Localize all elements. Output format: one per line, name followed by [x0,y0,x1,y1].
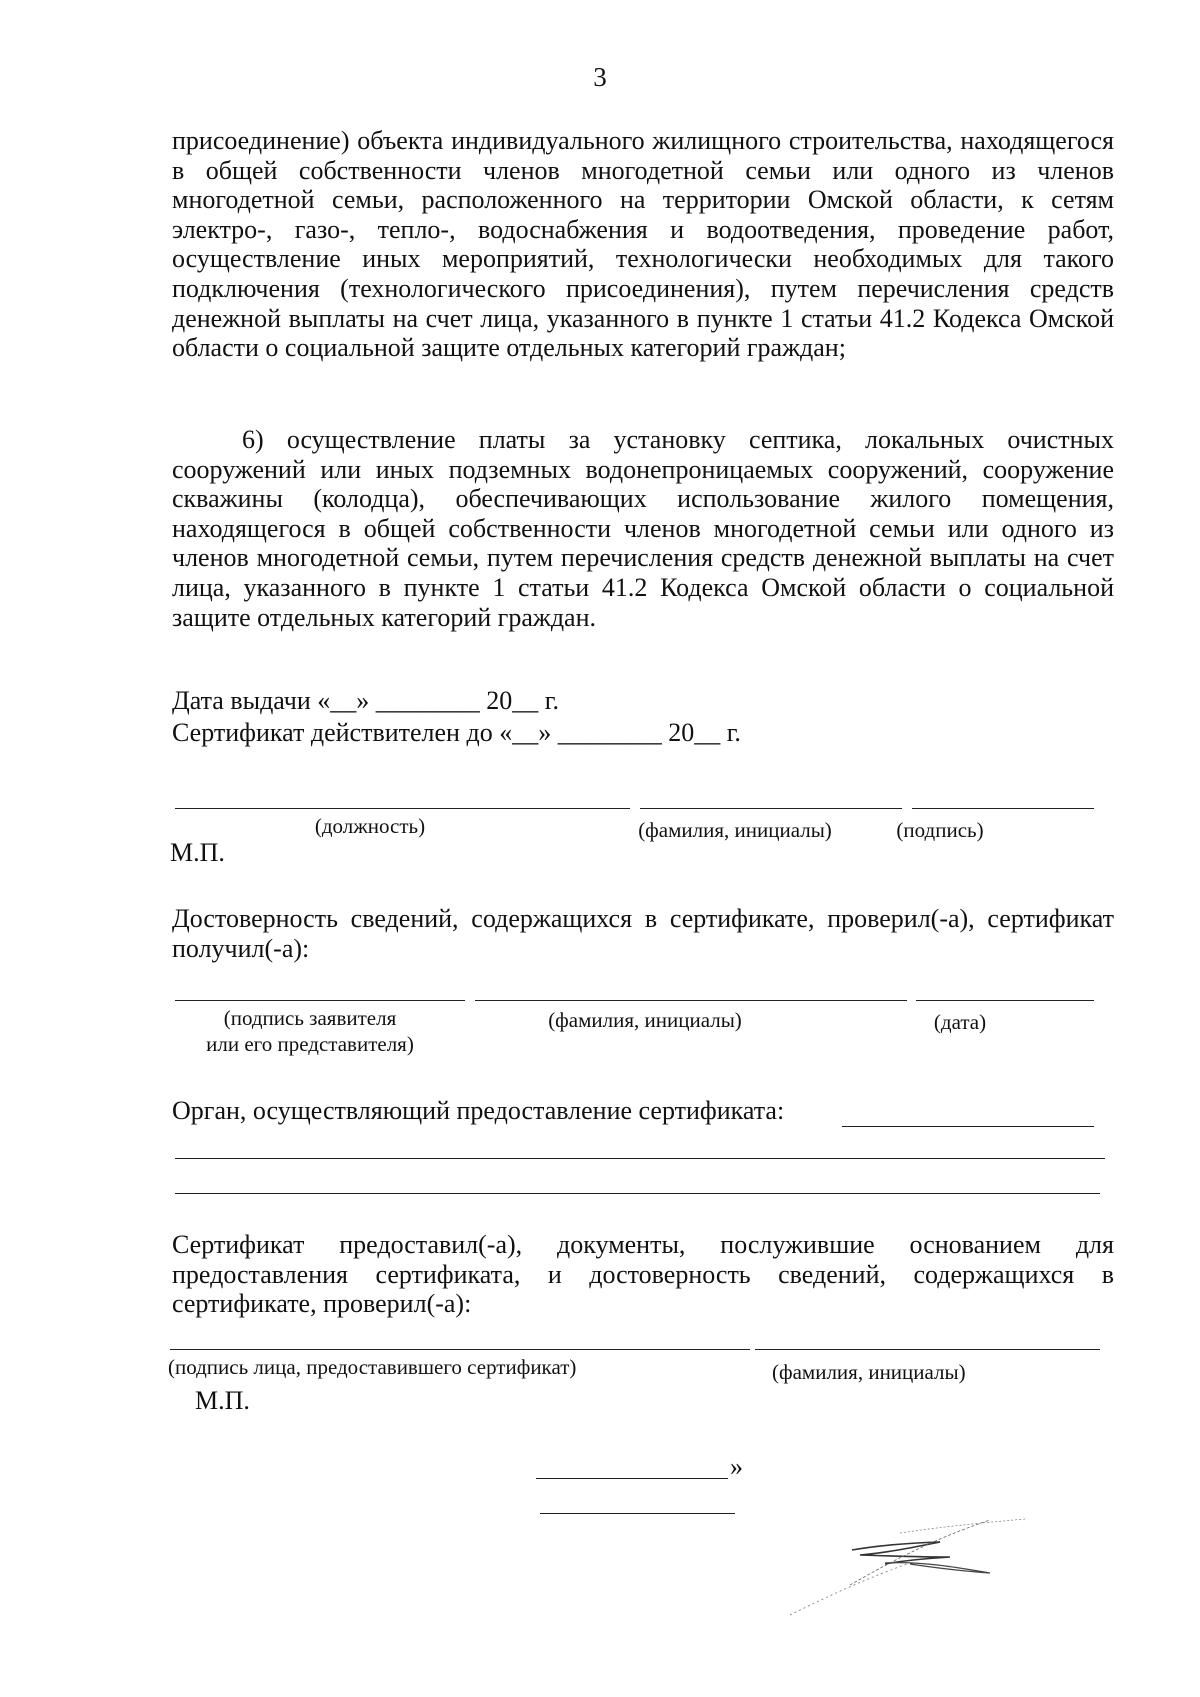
verification-text: Достоверность сведений, содержащихся в сертификате, проверил(-а), сертификат получил(-а): [172,904,1114,963]
applicant-caption-1: (подпись заявителя [223,1006,397,1030]
applicant-signature-line [175,1000,465,1001]
provider-stamp-mark: М.П. [195,1386,250,1415]
applicant-name-line [475,1000,907,1001]
closing-line-1 [536,1478,728,1479]
closing-line-2 [540,1513,735,1514]
signature-line [912,808,1094,809]
name-line [640,808,902,809]
handwritten-signature [790,1515,1030,1625]
signature-caption: (подпись) [896,818,984,842]
position-caption: (должность) [314,814,426,838]
provider-signature-caption: (подпись лица, предоставившего сертификат) [168,1355,577,1379]
paragraph-continuation: присоединение) объекта индивидуального жилищного строительства, находящегося в общей собственности членов многодетной семьи или одного из членов многодетной семьи, расположенного на территории Омской области, к сетям электро-, газо-, тепло-, водоснабжения и водоотведения, проведение работ, осуществление иных мероприятий, технологически необходимых для такого подключения (технологического присоединения), путем перечисления средств денежной выплаты на счет лица, указанного в пункте 1 статьи 41.2 Кодекса Омской области о социальной защите отдельных категорий граждан; [172,126,1114,363]
authority-line-2 [175,1158,1105,1159]
date-line [916,1000,1094,1001]
provider-signature-line [170,1349,750,1350]
authority-line-1 [842,1126,1094,1127]
authority-line-3 [175,1193,1100,1194]
closing-quote: » [730,1452,743,1481]
applicant-name-caption: (фамилия, инициалы) [548,1008,742,1032]
page-number: 3 [593,62,607,92]
provider-name-line [755,1349,1100,1350]
valid-until-line: Сертификат действителен до «__» ________ 20__ г. [172,718,741,747]
date-caption: (дата) [933,1010,987,1034]
position-line [175,808,630,809]
provider-name-caption: (фамилия, инициалы) [772,1360,966,1384]
provided-text: Сертификат предоставил(-а), документы, послужившие основанием для предоставления сертификата, и достоверность сведений, содержащихся в сертификате, проверил(-а): [172,1230,1114,1319]
name-caption: (фамилия, инициалы) [638,818,832,842]
issue-date-line: Дата выдачи «__» ________ 20__ г. [172,686,560,715]
paragraph-item-6: 6) осуществление платы за установку септика, локальных очистных сооружений или иных подземных водонепроницаемых сооружений, сооружение скважины (колодца), обеспечивающих использование жилого помещения, находящегося в общей собственности членов многодетной семьи или одного из членов многодетной семьи, путем перечисления средств денежной выплаты на счет лица, указанного в пункте 1 статьи 41.2 Кодекса Омской области о социальной защите отдельных категорий граждан. [172,425,1114,632]
applicant-caption-2: или его представителя) [206,1032,414,1056]
authority-label: Орган, осуществляющий предоставление сертификата: [172,1096,785,1125]
stamp-mark: М.П. [170,838,225,867]
